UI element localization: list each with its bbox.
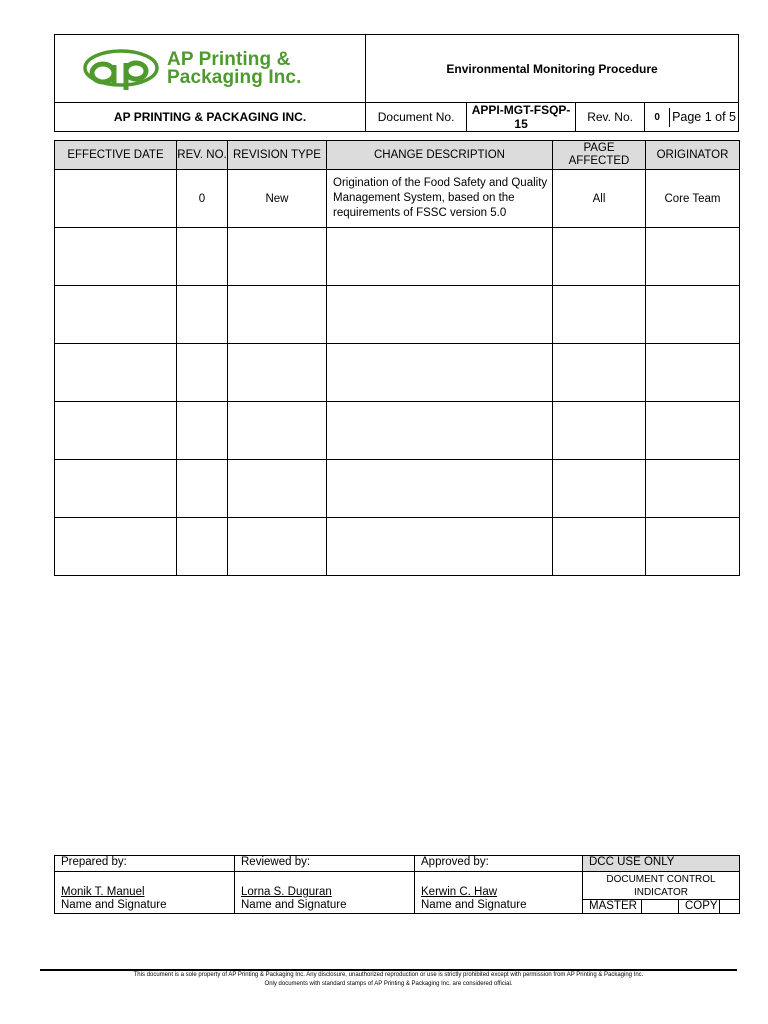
table-cell: [646, 402, 740, 460]
company-name: AP PRINTING & PACKAGING INC.: [55, 103, 366, 132]
table-cell: [177, 518, 228, 576]
table-cell: [55, 228, 177, 286]
table-cell: [55, 286, 177, 344]
table-cell: [327, 286, 553, 344]
table-cell: [553, 460, 646, 518]
table-cell: [646, 460, 740, 518]
document-header: [54, 34, 739, 132]
table-cell: [228, 518, 327, 576]
table-cell: [55, 344, 177, 402]
approved-by-label: Approved by:: [415, 856, 583, 872]
master-copy-label: MASTER: [583, 900, 642, 914]
table-cell: [553, 344, 646, 402]
revision-number-value: 0: [645, 108, 670, 127]
reviewed-name-signature-label: Name and Signature: [235, 899, 415, 914]
reviewed-by-name: Lorna S. Duguran: [235, 872, 415, 900]
table-cell: [228, 228, 327, 286]
controlled-copy-label: COPY: [679, 900, 720, 914]
table-cell: [177, 344, 228, 402]
column-header: ORIGINATOR: [646, 141, 740, 170]
document-control-indicator: DOCUMENT CONTROL INDICATOR: [583, 872, 740, 900]
table-cell: [646, 344, 740, 402]
table-cell: [327, 460, 553, 518]
reviewed-by-label: Reviewed by:: [235, 856, 415, 872]
table-cell: [55, 460, 177, 518]
prepared-name-signature-label: Name and Signature: [55, 899, 235, 914]
page-indicator: Page 1 of 5: [672, 110, 737, 124]
table-cell: [327, 402, 553, 460]
table-cell: [553, 518, 646, 576]
table-row: [55, 344, 740, 402]
table-row: [55, 518, 740, 576]
table-cell: [177, 286, 228, 344]
table-cell: [55, 170, 177, 228]
document-title: Environmental Monitoring Procedure: [366, 35, 739, 103]
column-header: CHANGE DESCRIPTION: [327, 141, 553, 170]
table-row: [55, 460, 740, 518]
table-cell: [646, 518, 740, 576]
confidentiality-footer: [40, 971, 737, 989]
table-cell: Origination of the Food Safety and Quality Management System, based on the requirements of FSSC version 5.0: [327, 170, 553, 228]
table-cell: [646, 286, 740, 344]
table-row: [55, 228, 740, 286]
table-cell: [228, 286, 327, 344]
table-row: [55, 170, 740, 228]
table-cell: [177, 402, 228, 460]
prepared-by-name: Monik T. Manuel: [55, 872, 235, 900]
table-cell: [553, 228, 646, 286]
table-cell: All: [553, 170, 646, 228]
column-header: REV. NO.: [177, 141, 228, 170]
table-cell: [177, 460, 228, 518]
table-cell: [553, 286, 646, 344]
company-logo-wordmark: AP Printing & Packaging Inc.: [167, 48, 302, 88]
table-row: [55, 286, 740, 344]
approved-by-name: Kerwin C. Haw: [415, 872, 583, 900]
revision-history-table: [54, 140, 740, 576]
table-cell: [55, 402, 177, 460]
column-header: REVISION TYPE: [228, 141, 327, 170]
table-cell: [228, 344, 327, 402]
table-cell: [327, 228, 553, 286]
table-cell: [327, 344, 553, 402]
dcc-use-only-label: DCC USE ONLY: [583, 856, 740, 872]
column-header: PAGE AFFECTED: [553, 141, 646, 170]
table-cell: [228, 460, 327, 518]
approval-signoff-table: [54, 855, 740, 914]
revision-number-label: Rev. No.: [576, 103, 645, 132]
controlled-copy-box: [720, 900, 740, 914]
table-row: [55, 402, 740, 460]
table-cell: Core Team: [646, 170, 740, 228]
logo-cell: [55, 35, 366, 103]
table-cell: [177, 228, 228, 286]
table-cell: New: [228, 170, 327, 228]
prepared-by-label: Prepared by:: [55, 856, 235, 872]
table-cell: 0: [177, 170, 228, 228]
document-number-value: APPI-MGT-FSQP-15: [467, 103, 576, 132]
table-cell: [553, 402, 646, 460]
footer-line-1: This document is a sole property of AP Printing & Packaging Inc. Any disclosure, unauthorized reproduction or use is strictly prohibited except with permission from AP Printing & Packaging Inc.: [133, 972, 644, 978]
table-cell: [228, 402, 327, 460]
copy-type-grid: [583, 899, 739, 913]
table-cell: [646, 228, 740, 286]
column-header: EFFECTIVE DATE: [55, 141, 177, 170]
company-logo-icon: [81, 46, 161, 92]
table-cell: [55, 518, 177, 576]
approved-name-signature-label: Name and Signature: [415, 899, 583, 914]
footer-line-2: Only documents with standard stamps of AP Printing & Packaging Inc. are considered official.: [264, 981, 513, 987]
master-copy-box: [642, 900, 679, 914]
document-number-label: Document No.: [366, 103, 467, 132]
table-cell: [327, 518, 553, 576]
table-header-row: [55, 141, 740, 170]
